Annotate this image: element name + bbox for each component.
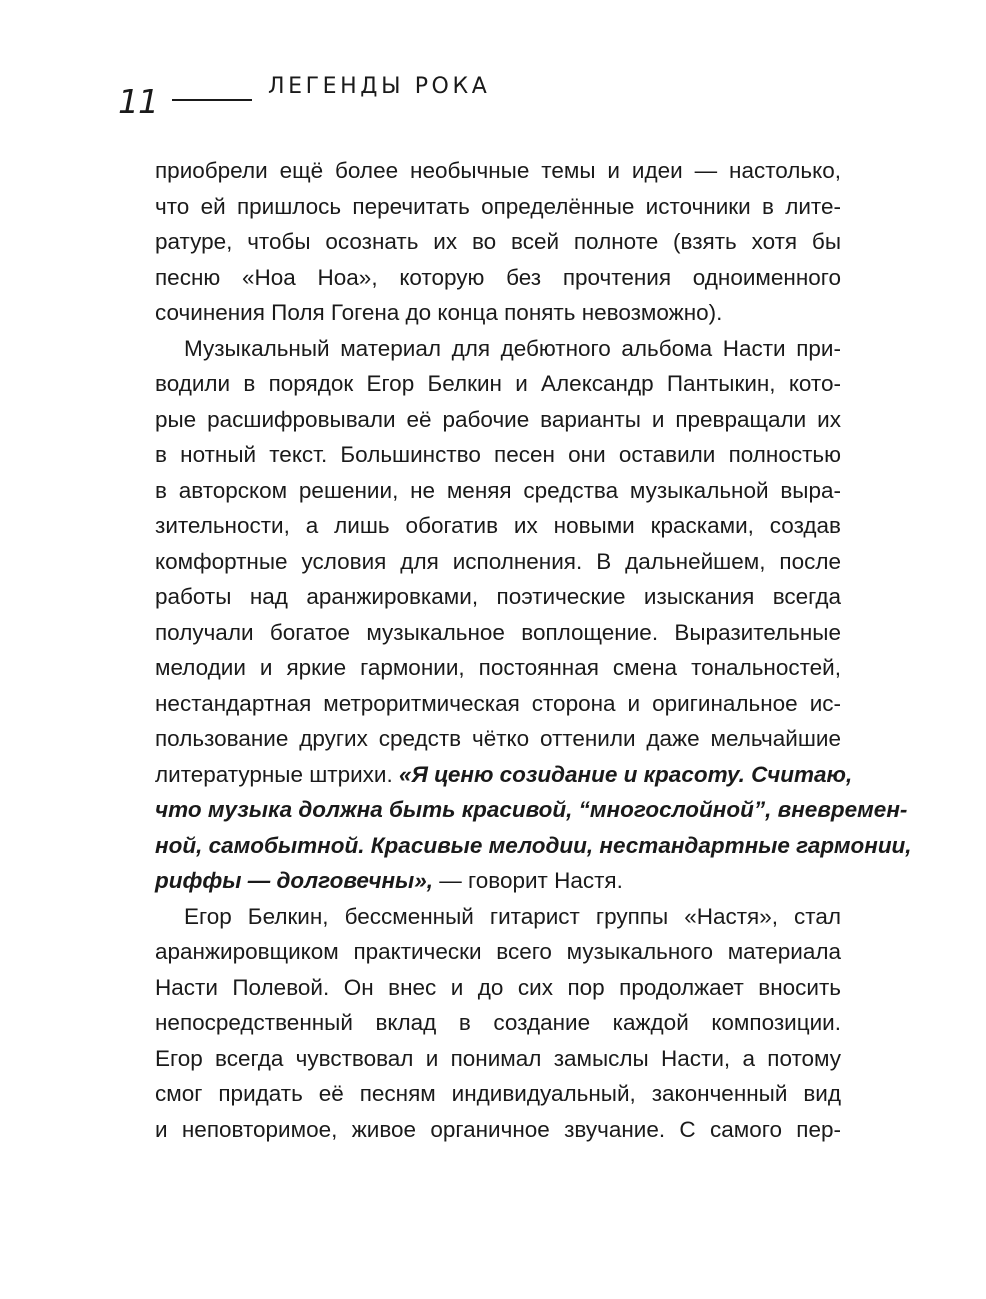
text-line xyxy=(155,757,853,793)
text-line: получали богатое музыкальное воплощение. Выразительные xyxy=(155,619,841,645)
quote-text: «Я ценю созидание и красоту. Считаю, xyxy=(399,761,853,787)
running-title: ЛЕГЕНДЫ РОКА xyxy=(268,74,491,99)
text-line: что ей пришлось перечитать определённые источники в лите- xyxy=(155,193,841,219)
text-line: комфортные условия для исполнения. В дальнейшем, после xyxy=(155,548,841,574)
text-line: песню «Ноа Ноа», которую без прочтения одноименного xyxy=(155,264,841,290)
text-line: Егор всегда чувствовал и понимал замыслы Насти, а потому xyxy=(155,1045,841,1071)
text-line: пользование других средств чётко оттенили даже мельчайшие xyxy=(155,726,841,751)
text-body xyxy=(155,153,912,1147)
text-line xyxy=(155,863,841,899)
text-line: водили в порядок Егор Белкин и Александр Пантыкин, кото- xyxy=(155,371,841,396)
quote-line: ной, самобытной. Красивые мелодии, нестандартные гармонии, xyxy=(155,832,912,858)
text-line: смог придать её песням индивидуальный, законченный вид xyxy=(155,1081,841,1106)
text-line: сочинения Поля Гогена до конца понять невозможно). xyxy=(155,300,723,325)
text-line: в нотный текст. Большинство песен они оставили полностью xyxy=(155,442,841,467)
line-text: — говорит Настя. xyxy=(433,868,623,893)
quote-text: риффы — долговечны», xyxy=(155,868,434,893)
text-line: непосредственный вклад в создание каждой композиции. xyxy=(155,1010,841,1035)
line-text: литературные штрихи. xyxy=(155,761,393,787)
text-line: и неповторимое, живое органичное звучание. С самого пер- xyxy=(155,1116,841,1142)
page-number: 11 xyxy=(118,82,158,121)
text-line: аранжировщиком практически всего музыкального материала xyxy=(155,939,841,964)
text-line: нестандартная метроритмическая сторона и оригинальное ис- xyxy=(155,690,841,716)
quote-line: что музыка должна быть красивой, “многослойной”, вневремен- xyxy=(155,797,908,822)
text-line: Насти Полевой. Он внес и до сих пор продолжает вносить xyxy=(155,974,841,1000)
text-line: ратуре, чтобы осознать их во всей полноте (взять хотя бы xyxy=(155,229,841,254)
page-header xyxy=(118,72,838,122)
text-line: Музыкальный материал для дебютного альбома Насти при- xyxy=(184,335,841,361)
text-line: приобрели ещё более необычные темы и идеи — настолько, xyxy=(155,158,841,183)
text-line: рые расшифровывали её рабочие варианты и превращали их xyxy=(155,406,841,432)
header-rule xyxy=(172,99,252,101)
text-line: в авторском решении, не меняя средства музыкальной выра- xyxy=(155,477,841,503)
text-line: Егор Белкин, бессменный гитарист группы «Настя», стал xyxy=(184,903,841,929)
text-line: работы над аранжировками, поэтические изыскания всегда xyxy=(155,584,841,609)
text-line: зительности, а лишь обогатив их новыми красками, создав xyxy=(155,513,841,538)
text-line: мелодии и яркие гармонии, постоянная смена тональностей, xyxy=(155,655,841,680)
